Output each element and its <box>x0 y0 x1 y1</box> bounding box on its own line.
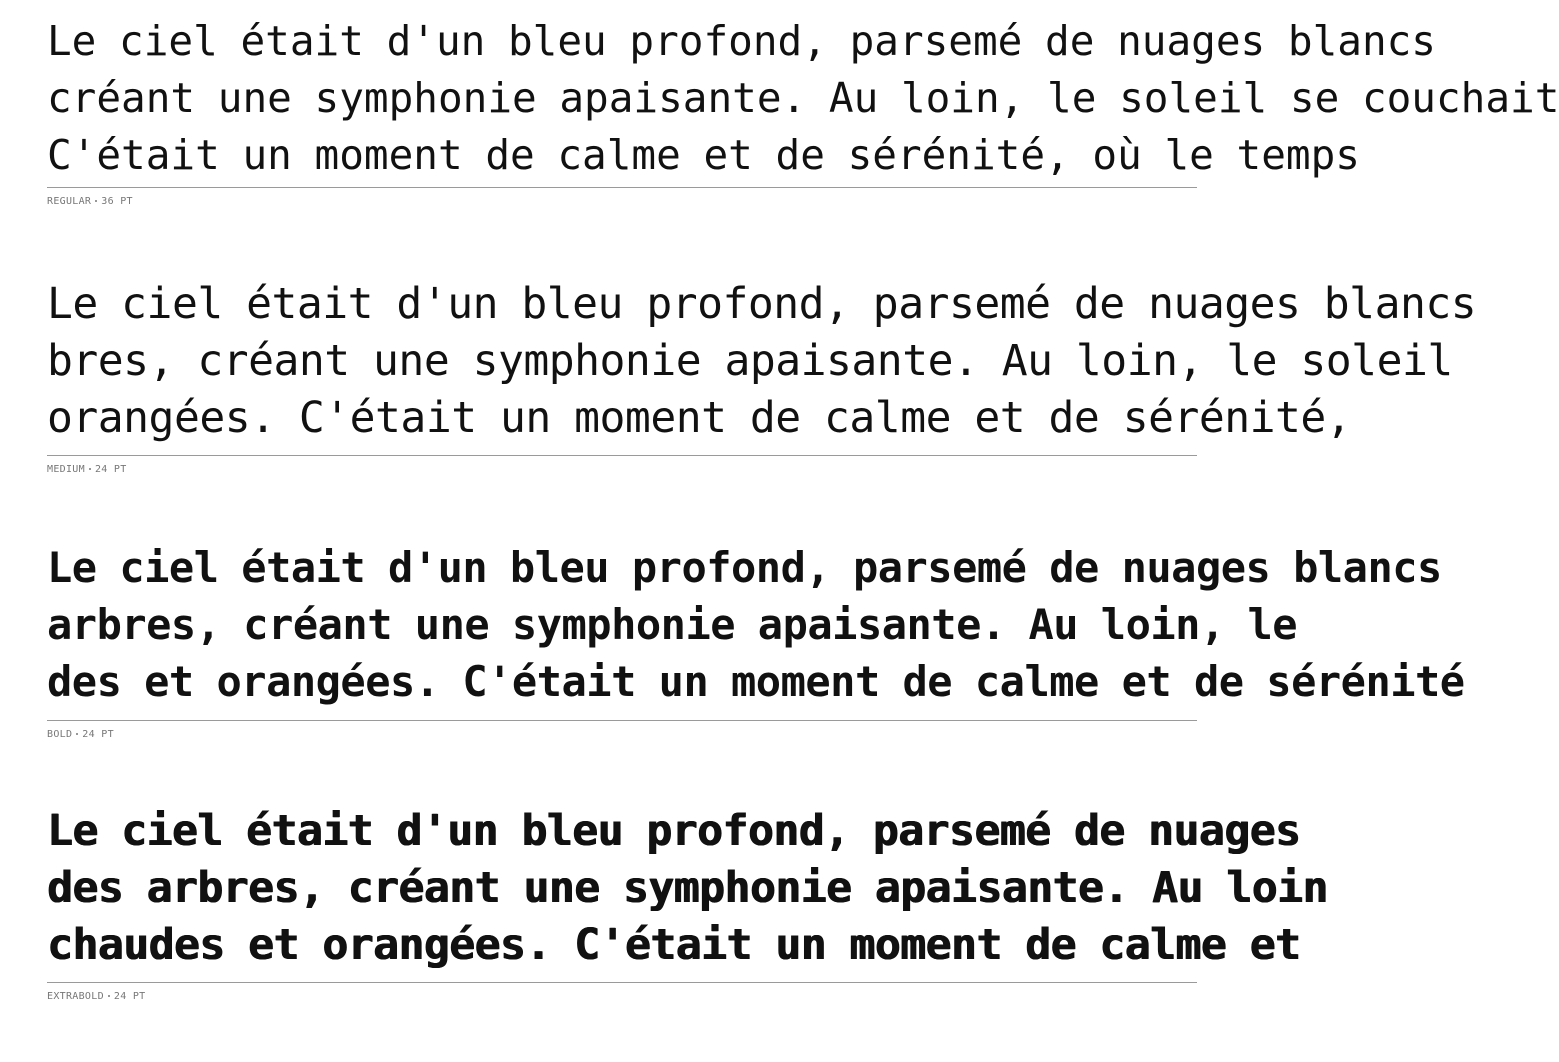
size-label: 24 PT <box>113 991 146 1002</box>
caption-medium <box>47 464 127 475</box>
sample-line: Le ciel était d'un bleu profond, parsemé de nuages <box>47 806 1301 856</box>
weight-label: EXTRABOLD <box>47 991 104 1002</box>
caption-extrabold <box>47 991 146 1002</box>
divider <box>47 187 1197 188</box>
divider <box>47 720 1197 721</box>
weight-label: MEDIUM <box>47 464 85 475</box>
bullet-icon <box>108 995 110 997</box>
sample-text-bold <box>47 539 1465 713</box>
bullet-icon <box>95 200 97 202</box>
sample-line: Le ciel était d'un bleu profond, parsemé de nuages blancs <box>47 543 1442 592</box>
sample-line: Le ciel était d'un bleu profond, parsemé de nuages blancs <box>47 17 1436 65</box>
sample-line: bres, créant une symphonie apaisante. Au loin, le soleil <box>47 336 1453 386</box>
sample-text-medium <box>47 275 1477 449</box>
caption-regular <box>47 196 133 207</box>
size-label: 24 PT <box>82 729 114 740</box>
divider <box>47 455 1197 456</box>
sample-line: Le ciel était d'un bleu profond, parsemé de nuages blancs <box>47 279 1477 329</box>
bullet-icon <box>76 733 78 735</box>
sample-line: des et orangées. C'était un moment de calme et de sérénité <box>47 657 1465 706</box>
sample-line: chaudes et orangées. C'était un moment de calme et <box>47 920 1301 970</box>
weight-label: BOLD <box>47 729 73 740</box>
size-label: 24 PT <box>94 464 127 475</box>
sample-line: orangées. C'était un moment de calme et de sérénité, <box>47 393 1352 443</box>
weight-label: REGULAR <box>47 196 92 207</box>
sample-line: arbres, créant une symphonie apaisante. Au loin, le <box>47 600 1298 649</box>
sample-text-extrabold <box>47 802 1328 976</box>
sample-text-regular <box>47 12 1559 186</box>
size-label: 36 PT <box>101 196 133 207</box>
sample-line: des arbres, créant une symphonie apaisante. Au loin <box>47 863 1328 913</box>
divider <box>47 982 1197 983</box>
bullet-icon <box>89 468 91 470</box>
sample-line: C'était un moment de calme et de sérénité, où le temps <box>47 131 1360 179</box>
caption-bold <box>47 729 114 740</box>
sample-line: créant une symphonie apaisante. Au loin, le soleil se couchait <box>47 74 1559 122</box>
